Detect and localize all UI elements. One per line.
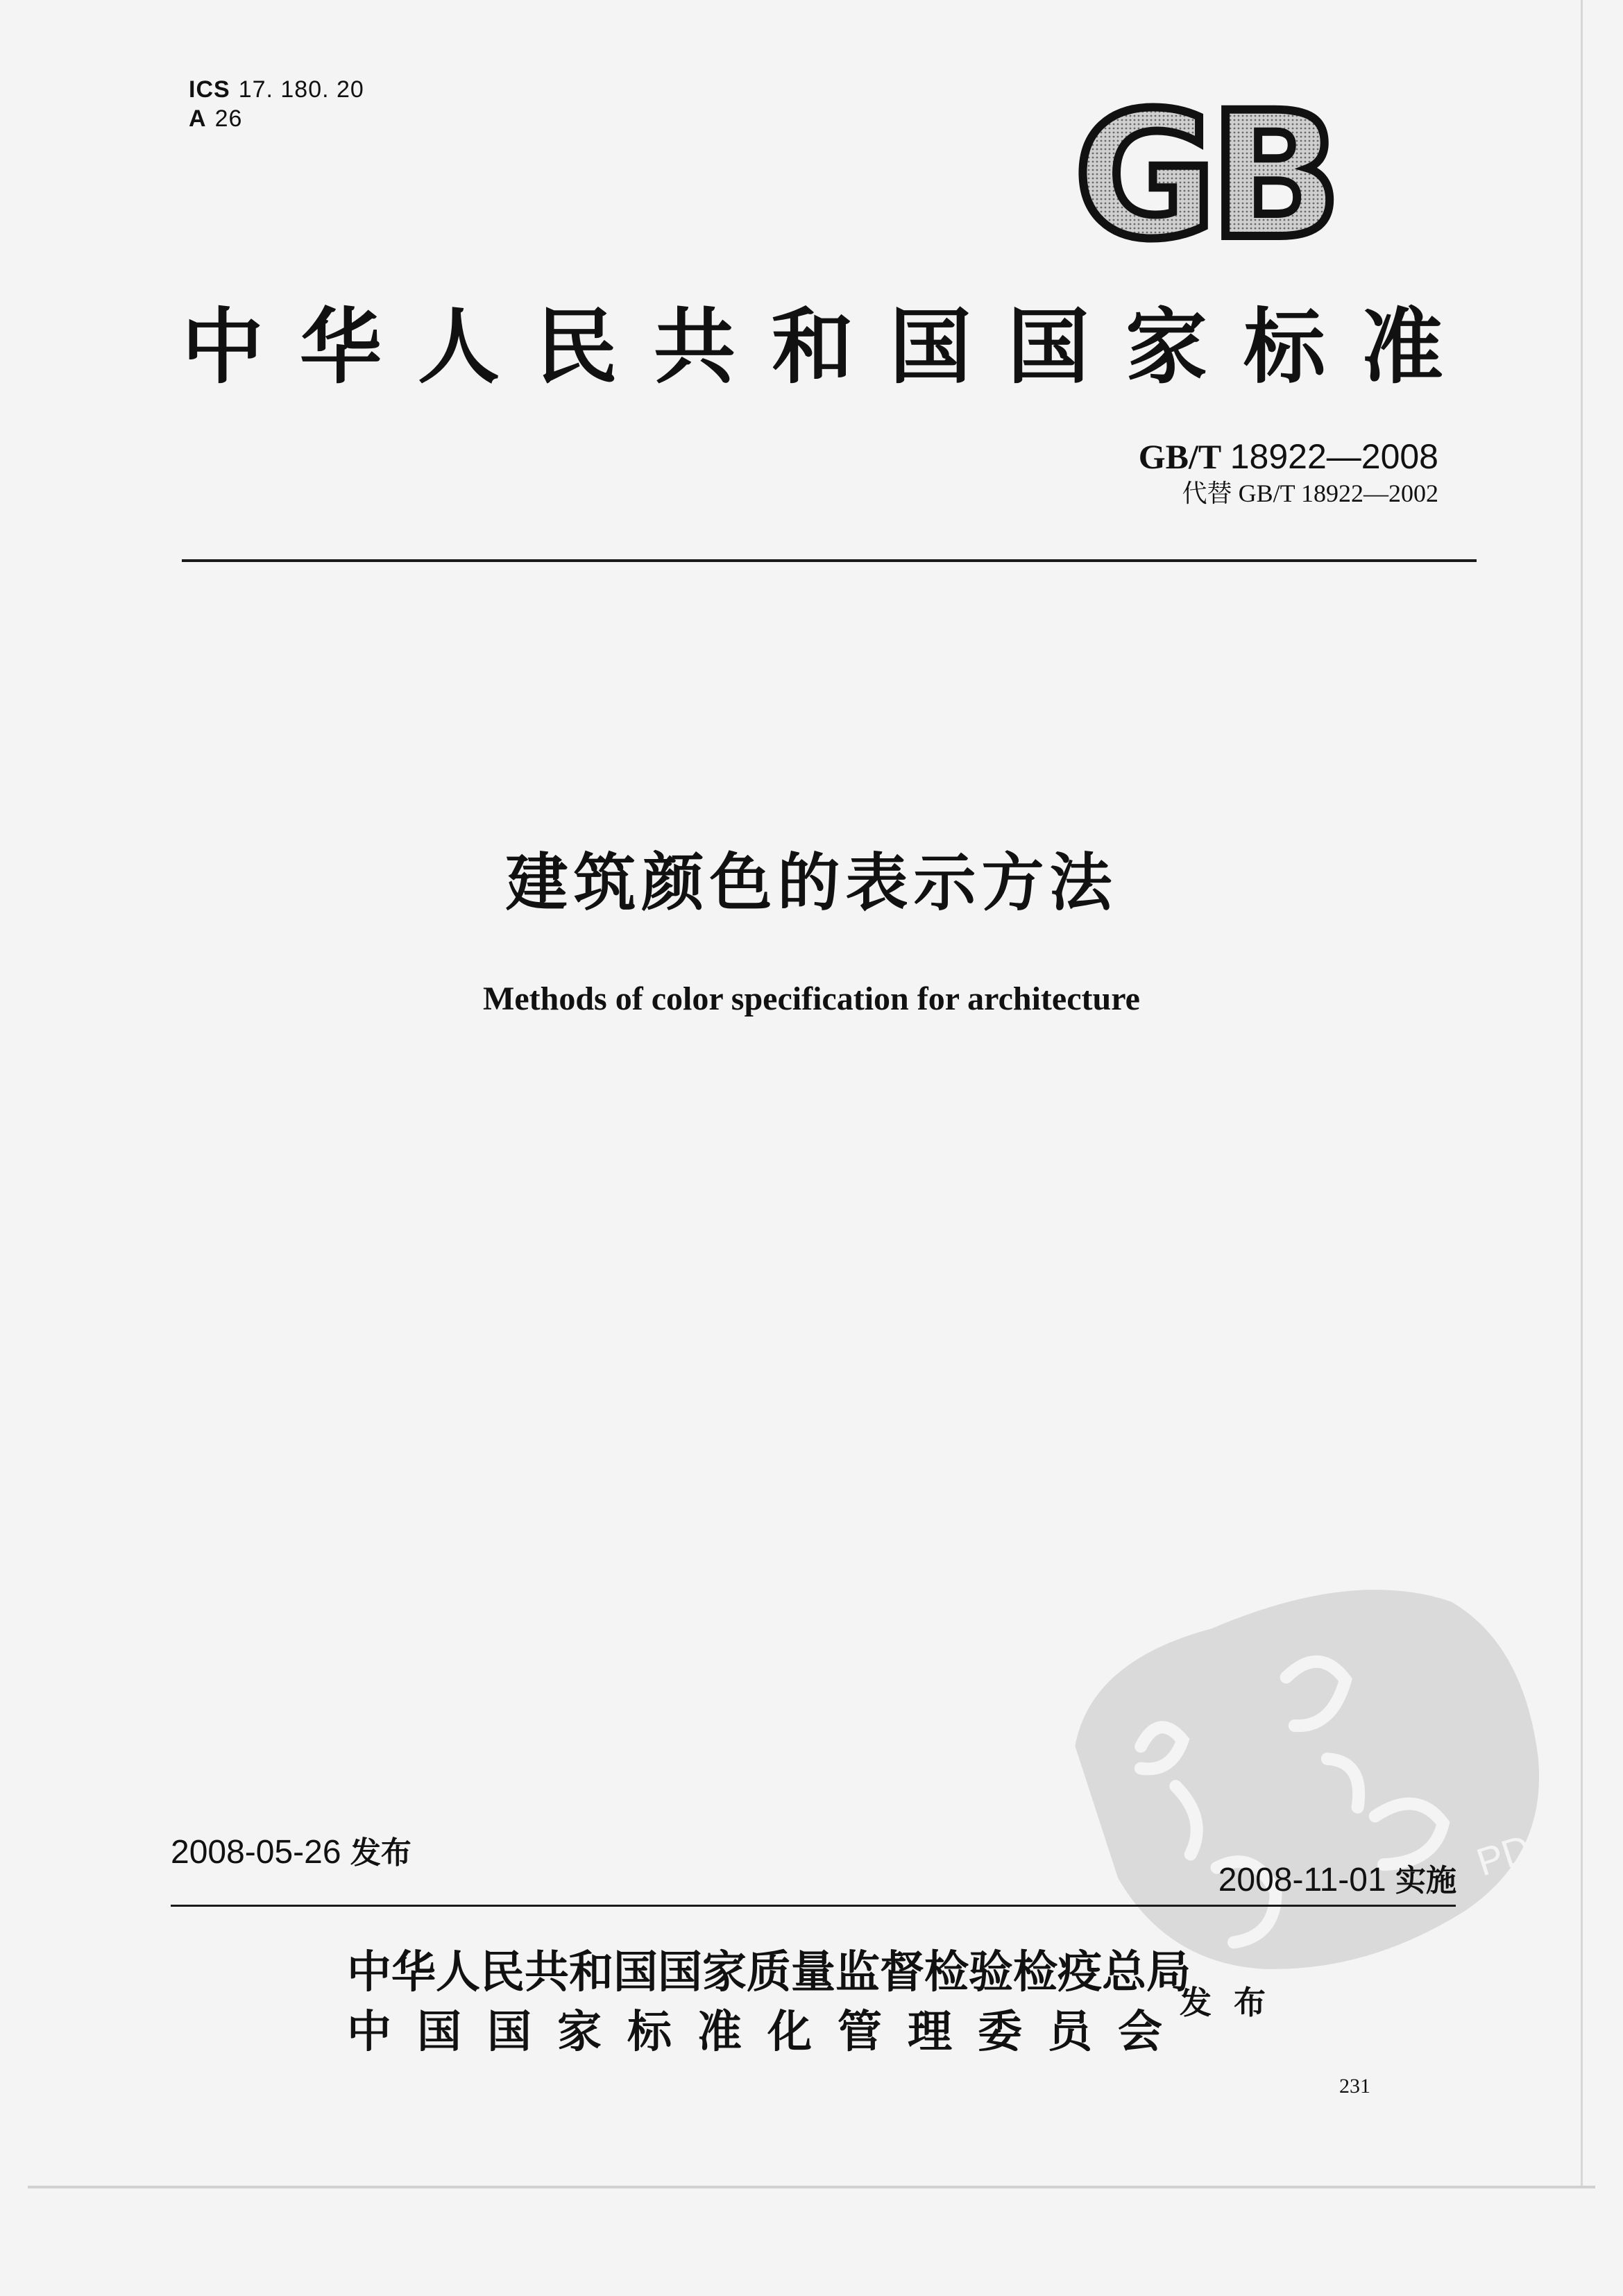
svg-text:PDG: PDG [1471, 1817, 1565, 1885]
svg-text:GB: GB [1074, 97, 1335, 264]
gb-logo-icon [1074, 97, 1407, 264]
standard-number: GB/T 18922—2008 [1138, 437, 1438, 476]
publish-label: 发布 [1180, 1984, 1288, 2021]
national-standard-heading: 中华人民共和国国家标准 [182, 298, 1480, 395]
ccs-code: A 26 [189, 105, 243, 132]
issuer-line-2: 中国国家标准化管理委员会 [347, 2006, 1188, 2058]
standard-number-block [1139, 436, 1438, 509]
document-title-en: Methods of color specification for architecture [483, 980, 1140, 1017]
issue-date: 2008-05-26 发布 [171, 1834, 411, 1871]
ics-code: ICS 17. 180. 20 [189, 76, 364, 103]
issuer-line-1: 中华人民共和国国家质量监督检验检疫总局 [347, 1946, 1191, 1998]
replaces-standard: 代替 GB/T 18922—2002 [1182, 479, 1438, 507]
page-number: 231 [1339, 2075, 1370, 2098]
issuing-authorities [347, 1943, 1191, 2062]
classification-codes [189, 75, 364, 133]
page-bottom-edge [28, 2186, 1595, 2188]
implementation-date: 2008-11-01 实施 [1218, 1862, 1456, 1898]
document-title-cn: 建筑颜色的表示方法 [505, 847, 1118, 919]
header-divider [182, 559, 1477, 562]
footer-divider [171, 1905, 1456, 1907]
